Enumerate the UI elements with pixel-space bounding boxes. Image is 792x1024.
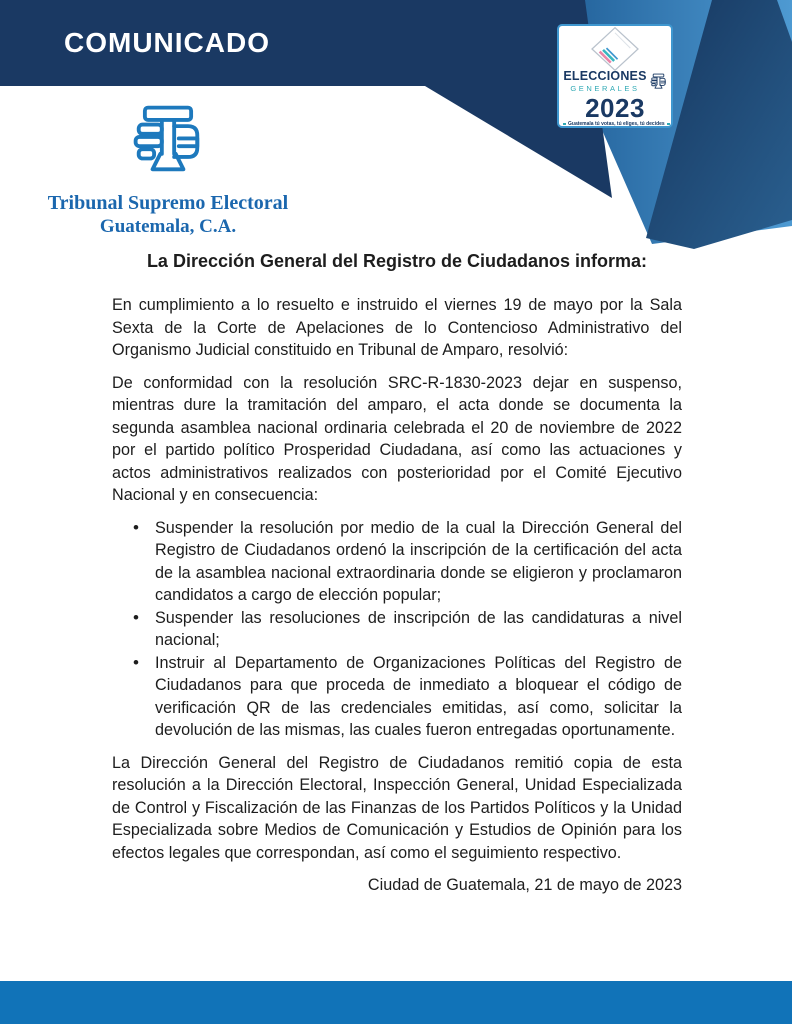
ballot-icon [589,26,641,72]
document-body [112,250,682,896]
document-title: La Dirección General del Registro de Ciudadanos informa: [146,251,648,271]
footer-bar [0,981,792,1024]
tse-logo-block [40,98,296,238]
tagline-dash-left [563,123,566,125]
org-name: Tribunal Supremo Electoral [47,192,289,214]
elecciones-label: ELECCIONES [563,69,647,83]
org-location: Guatemala, C.A. [99,216,237,237]
elections-badge [557,24,673,128]
generales-label: GENERALES [570,84,640,93]
paragraph-1: En cumplimiento a lo resuelto e instruido el viernes 19 de mayo por la Sala Sexta de la Corte de Apelaciones de lo Contencioso Administrativo del Organismo Judicial constituido en Tribunal de Amparo, resolvió: [112,296,682,359]
badge-tagline: Guatemala tú votas, tú eliges, tú decides [568,121,665,127]
comunicado-title: COMUNICADO [64,27,270,58]
bullet-item-2: • Suspender las resoluciones de inscripción de las candidaturas a nivel nacional; [112,607,682,652]
badge-tagline-row [563,121,667,127]
paragraph-2: De conformidad con la resolución SRC-R-1830-2023 dejar en suspenso, mientras dure la tramitación del amparo, el acta donde se documenta la segunda asamblea nacional ordinaria celebrada el 20 de noviembre de 2022 por el partido político Prosperidad Ciudadana, así como las actuaciones y actos administrativos realizados con posterioridad por el Comité Ejecutivo Nacional y en consecuencia: [112,373,682,504]
tagline-dash-right [667,123,670,125]
tse-logo-icon [650,71,667,92]
year-label: 2023 [585,93,645,123]
badge-title-row [563,70,666,93]
closing-paragraph: La Dirección General del Registro de Ciudadanos remitió copia de esta resolución a la Dirección Electoral, Inspección General, Unidad Especializada de Control y Fiscalización de las Finanzas de los Partidos Políticos y la Unidad Especializada sobre Medios de Comunicación y Estudios de Opinión para los efectos legales que correspondan, así como el seguimiento respectivo. [112,753,682,862]
bullet-list [112,517,682,742]
bullet-item-3: • Instruir al Departamento de Organizaciones Políticas del Registro de Ciudadanos para que proceda de inmediato a bloquear el código de verificación QR de las credenciales emitidas, así como, solicitar la devolución de las mismas, las cuales fueron entregadas oportunamente. [112,652,682,742]
bullet-item-1: • Suspender la resolución por medio de la cual la Dirección General del Registro de Ciudadanos ordenó la inscripción de la certificación del acta de la asamblea nacional extraordinaria donde se eligieron y proclamaron candidatos a cargo de elección popular; [112,517,682,607]
tse-logo-icon [131,98,205,182]
dateline: Ciudad de Guatemala, 21 de mayo de 2023 [367,876,682,894]
